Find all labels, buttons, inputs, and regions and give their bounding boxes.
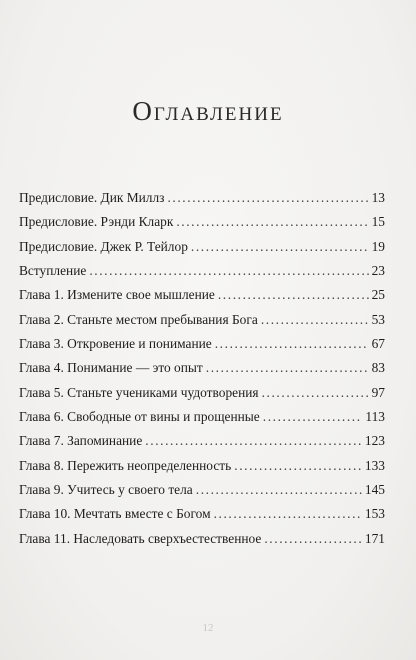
toc-entry-page: 145 — [364, 482, 385, 498]
toc-entry-page: 171 — [364, 530, 385, 546]
toc-entry — [19, 454, 385, 478]
toc-entry-page: 153 — [364, 506, 385, 522]
leader-dots — [214, 502, 362, 526]
toc-entry-page: 15 — [371, 214, 385, 230]
toc-entry — [19, 235, 385, 259]
toc-entry-title: Глава 11. Наследовать сверхъестественное — [19, 530, 262, 546]
leader-dots — [263, 405, 363, 429]
toc-entry — [19, 502, 385, 526]
toc-entry-page: 25 — [371, 287, 385, 303]
leader-dots — [89, 259, 368, 283]
page-number: 12 — [202, 622, 214, 634]
toc-entry-title: Глава 6. Свободные от вины и прощенные — [19, 409, 260, 425]
leader-dots — [167, 186, 368, 210]
leader-dots — [234, 454, 362, 478]
leader-dots — [215, 332, 369, 356]
toc-entry — [19, 429, 385, 453]
toc-entry-page: 83 — [371, 360, 385, 376]
toc-entry-page: 13 — [371, 190, 385, 205]
toc-entry-title: Глава 9. Учитесь у своего тела — [19, 482, 193, 498]
toc-entry-title: Глава 5. Станьте учениками чудотворения — [19, 384, 259, 400]
toc-entry-page: 23 — [371, 263, 385, 279]
toc-entry — [19, 405, 385, 429]
toc-entry — [19, 186, 385, 210]
toc-entry-title: Глава 1. Измените свое мышление — [19, 287, 215, 303]
leader-dots — [176, 210, 368, 234]
toc-entry-title: Глава 8. Пережить неопределенность — [19, 457, 232, 473]
page-title: Оглавление — [132, 96, 284, 126]
toc-entry-page: 97 — [371, 384, 385, 400]
leader-dots — [261, 308, 369, 332]
toc-entry — [19, 259, 385, 283]
leader-dots — [196, 478, 362, 502]
toc-entry-page: 113 — [365, 409, 385, 425]
leader-dots — [218, 283, 369, 307]
toc-entry-title: Вступление — [19, 263, 87, 279]
toc-entry-page: 19 — [371, 238, 385, 254]
toc-entry-page: 53 — [371, 311, 385, 327]
toc-entry — [19, 308, 385, 332]
toc-entry — [19, 381, 385, 405]
leader-dots — [206, 356, 369, 380]
toc-entry-page: 133 — [364, 457, 385, 473]
toc-entry — [19, 356, 385, 380]
toc-entry-title: Глава 4. Понимание — это опыт — [19, 360, 203, 376]
toc-entry-title: Предисловие. Джек Р. Тейлор — [19, 238, 188, 254]
leader-dots — [262, 381, 369, 405]
toc-entry-title: Глава 2. Станьте местом пребывания Бога — [19, 311, 258, 327]
toc-entry — [19, 527, 385, 551]
toc-entry-title: Предисловие. Дик Миллз — [19, 190, 165, 205]
toc-entry-page: 67 — [371, 336, 385, 352]
leader-dots — [145, 429, 362, 453]
leader-dots — [264, 527, 362, 551]
table-of-contents — [19, 186, 385, 551]
leader-dots — [191, 235, 369, 259]
toc-entry — [19, 332, 385, 356]
toc-entry-title: Глава 10. Мечтать вместе с Богом — [19, 506, 211, 522]
toc-entry — [19, 283, 385, 307]
toc-entry-title: Глава 3. Откровение и понимание — [19, 336, 212, 352]
toc-entry — [19, 478, 385, 502]
toc-entry-title: Предисловие. Рэнди Кларк — [19, 214, 174, 230]
toc-entry-title: Глава 7. Запоминание — [19, 433, 143, 449]
toc-entry — [19, 210, 385, 234]
toc-entry-page: 123 — [364, 433, 385, 449]
